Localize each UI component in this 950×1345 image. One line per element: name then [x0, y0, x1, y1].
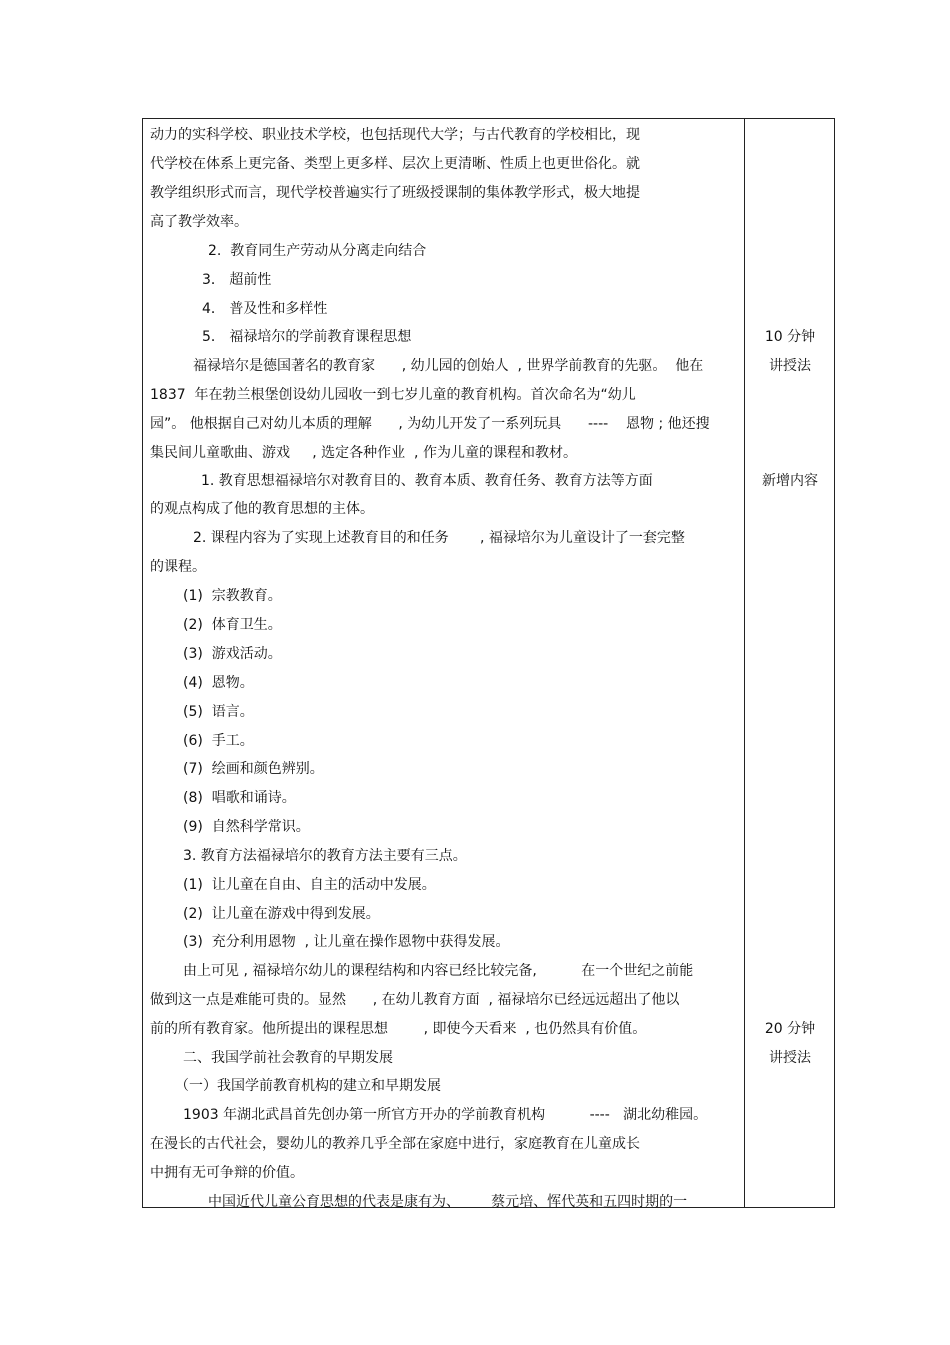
text-line: 动力的实科学校、职业技术学校，也包括现代大学；与古代教育的学校相比，现 — [150, 127, 640, 143]
text-line: (3) 充分利用恩物 , 让儿童在操作恩物中获得发展。 — [183, 934, 510, 950]
text-line: 的课程。 — [150, 559, 206, 575]
text-line: 由上可见 , 福禄培尔幼儿的课程结构和内容已经比较完备, 在一个世纪之前能 — [183, 963, 694, 979]
column-divider — [744, 118, 745, 1208]
time-note: 10 分钟 — [764, 329, 816, 345]
text-line: 中拥有无可争辩的价值。 — [150, 1165, 304, 1181]
text-line: 的观点构成了他的教育思想的主体。 — [150, 501, 374, 517]
text-line: 在漫长的古代社会，婴幼儿的教养几乎全部在家庭中进行，家庭教育在儿童成长 — [150, 1136, 640, 1152]
text-line: 高了教学效率。 — [150, 214, 248, 230]
text-line: 2. 教育同生产劳动从分离走向结合 — [208, 243, 427, 259]
text-line: (3) 游戏活动。 — [183, 646, 282, 662]
new-content-note: 新增内容 — [762, 473, 818, 489]
text-line: 二、我国学前社会教育的早期发展 — [183, 1050, 393, 1066]
text-line: 教学组织形式而言，现代学校普遍实行了班级授课制的集体教学形式，极大地提 — [150, 185, 640, 201]
text-line: 1837 年在勃兰根堡创设幼儿园收一到七岁儿童的教育机构。首次命名为“幼儿 — [150, 387, 636, 403]
method-note: 讲授法 — [769, 358, 811, 374]
text-line: 前的所有教育家。他所提出的课程思想 , 即使今天看来 , 也仍然具有价值。 — [150, 1021, 647, 1037]
text-line: 2. 课程内容为了实现上述教育目的和任务 , 福禄培尔为儿童设计了一套完整 — [193, 530, 685, 546]
text-line: (2) 让儿童在游戏中得到发展。 — [183, 906, 380, 922]
text-line: （一）我国学前教育机构的建立和早期发展 — [175, 1078, 441, 1094]
text-line: 园”。 他根据自己对幼儿本质的理解 , 为幼儿开发了一系列玩具 ---- 恩物 ; 他还搜 — [150, 416, 710, 432]
text-line: 1. 教育思想福禄培尔对教育目的、教育本质、教育任务、教育方法等方面 — [201, 473, 653, 489]
text-line: (2) 体育卫生。 — [183, 617, 282, 633]
text-line: 中国近代儿童公育思想的代表是康有为、 蔡元培、恽代英和五四时期的一 — [208, 1194, 688, 1210]
text-line: (6) 手工。 — [183, 733, 254, 749]
text-line: (1) 宗教教育。 — [183, 588, 282, 604]
text-line: 1903 年湖北武昌首先创办第一所官方开办的学前教育机构 ---- 湖北幼稚园。 — [183, 1107, 708, 1123]
text-line: 集民间儿童歌曲、游戏 , 选定各种作业 , 作为儿童的课程和教材。 — [150, 445, 577, 461]
text-line: 代学校在体系上更完备、类型上更多样、层次上更清晰、性质上也更世俗化。就 — [150, 156, 640, 172]
text-line: (9) 自然科学常识。 — [183, 819, 310, 835]
text-line: 做到这一点是难能可贵的。显然 , 在幼儿教育方面 , 福禄培尔已经远远超出了他以 — [150, 992, 680, 1008]
text-line: 3. 教育方法福禄培尔的教育方法主要有三点。 — [183, 848, 467, 864]
text-line: 4． 普及性和多样性 — [202, 301, 328, 317]
text-line: (5) 语言。 — [183, 704, 254, 720]
text-line: 5． 福禄培尔的学前教育课程思想 — [202, 329, 412, 345]
text-line: (4) 恩物。 — [183, 675, 254, 691]
text-line: (8) 唱歌和诵诗。 — [183, 790, 296, 806]
text-line: 3． 超前性 — [202, 272, 272, 288]
time-note: 20 分钟 — [764, 1021, 816, 1037]
method-note: 讲授法 — [769, 1050, 811, 1066]
text-line: (1) 让儿童在自由、自主的活动中发展。 — [183, 877, 436, 893]
text-line: 福禄培尔是德国著名的教育家 , 幼儿园的创始人 , 世界学前教育的先驱。 他在 — [193, 358, 704, 374]
text-line: (7) 绘画和颜色辨别。 — [183, 761, 324, 777]
